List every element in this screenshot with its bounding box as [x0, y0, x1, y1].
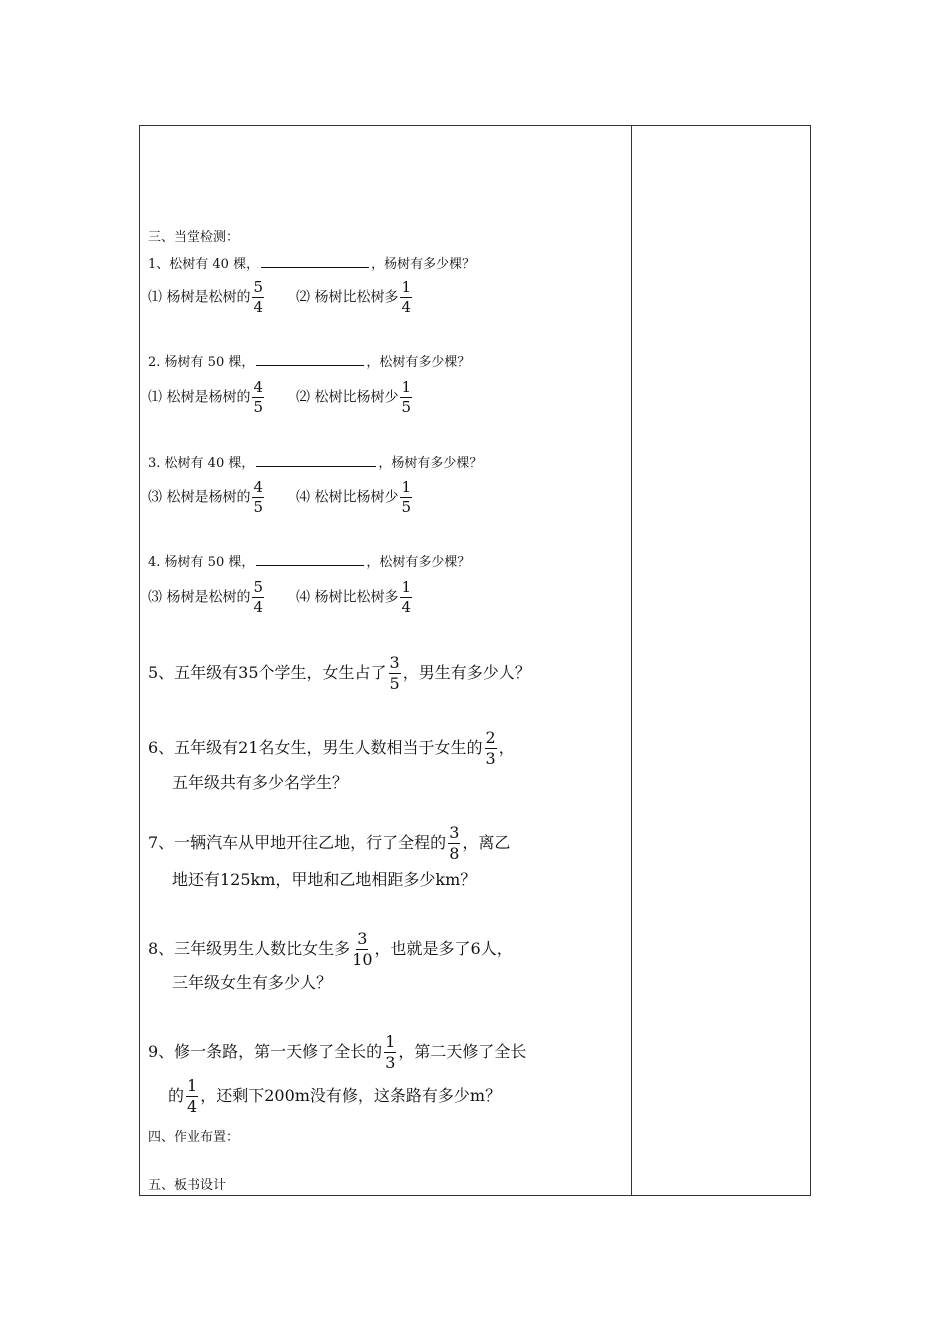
fraction: $\frac{1}{4}$ — [187, 1076, 198, 1116]
section-5-heading: 五、板书设计 — [148, 1178, 227, 1193]
question-9: 9、修一条路，第一天修了全长的 $\frac{1}{3}$ ，第二天修了全长 — [148, 1032, 527, 1072]
fraction: $\frac{4}{5}$ — [253, 478, 263, 516]
question-6-line-2: 五年级共有多少名学生？ — [172, 773, 349, 792]
question-2: 2. 杨树有 50 棵， ，松树有多少棵？ — [148, 351, 470, 373]
question-8: 8、三年级男生人数比女生多 $\frac{3}{10}$ ，也就是多了6人， — [148, 929, 513, 969]
question-3-options: ⑶ 松树是杨树的 $\frac{4}{5}$ ⑷ 松树比杨树少 $\frac{1}{5}$ — [148, 478, 411, 516]
question-6: 6、五年级有21名女生，男生人数相当于女生的 $\frac{2}{3}$ ， — [148, 728, 515, 768]
fraction: $\frac{3}{10}$ — [352, 929, 373, 969]
fraction: $\frac{3}{8}$ — [449, 823, 460, 863]
fraction: $\frac{1}{5}$ — [401, 378, 411, 416]
question-9-line-2: 的 $\frac{1}{4}$ ，还剩下200m没有修，这条路有多少m？ — [168, 1076, 502, 1116]
answer-blank[interactable] — [261, 253, 369, 268]
question-4: 4. 杨树有 50 棵， ，松树有多少棵？ — [148, 551, 470, 573]
question-7-line-2: 地还有125km，甲地和乙地相距多少km？ — [172, 870, 477, 889]
answer-blank[interactable] — [256, 351, 364, 366]
fraction: $\frac{4}{5}$ — [253, 378, 263, 416]
fraction: $\frac{3}{5}$ — [389, 653, 400, 693]
column-divider — [631, 125, 632, 1196]
question-7: 7、一辆汽车从甲地开往乙地，行了全程的 $\frac{3}{8}$ ，离乙 — [148, 823, 511, 863]
question-1: 1、松树有 40 棵， ，杨树有多少棵？ — [148, 253, 475, 275]
fraction: $\frac{5}{4}$ — [253, 578, 263, 616]
answer-blank[interactable] — [256, 452, 376, 467]
fraction: $\frac{1}{4}$ — [401, 278, 411, 316]
fraction: $\frac{1}{3}$ — [385, 1032, 396, 1072]
fraction: $\frac{2}{3}$ — [485, 728, 496, 768]
question-5: 5、五年级有35个学生，女生占了 $\frac{3}{5}$ ，男生有多少人？ — [148, 653, 531, 693]
fraction: $\frac{1}{4}$ — [401, 578, 411, 616]
fraction: $\frac{5}{4}$ — [253, 278, 263, 316]
section-4-heading: 四、作业布置： — [148, 1130, 240, 1145]
question-1-options: ⑴ 杨树是松树的 $\frac{5}{4}$ ⑵ 杨树比松树多 $\frac{1}{4}$ — [148, 278, 411, 316]
answer-blank[interactable] — [256, 551, 364, 566]
question-4-options: ⑶ 杨树是松树的 $\frac{5}{4}$ ⑷ 杨树比松树多 $\frac{1}{4}$ — [148, 578, 411, 616]
question-8-line-2: 三年级女生有多少人？ — [172, 973, 333, 992]
section-3-heading: 三、当堂检测： — [148, 230, 240, 245]
fraction: $\frac{1}{5}$ — [401, 478, 411, 516]
question-3: 3. 松树有 40 棵， ，杨树有多少棵？ — [148, 452, 482, 474]
question-2-options: ⑴ 松树是杨树的 $\frac{4}{5}$ ⑵ 松树比杨树少 $\frac{1}{5}$ — [148, 378, 411, 416]
